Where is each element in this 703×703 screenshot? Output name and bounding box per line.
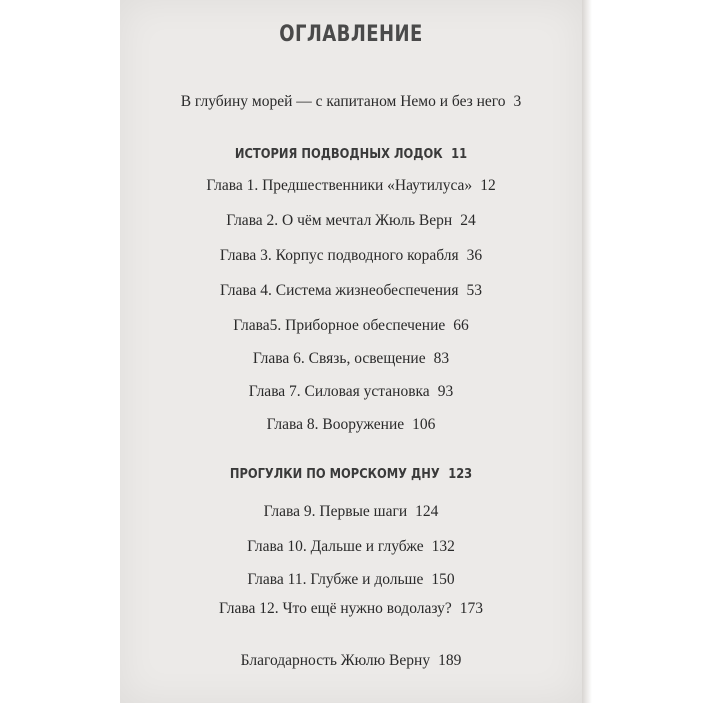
toc-entry bbox=[120, 246, 582, 266]
toc-entry-intro bbox=[120, 92, 582, 112]
toc-entry bbox=[120, 316, 582, 336]
entry-label: В глубину морей — с капитаном Немо и без него bbox=[180, 93, 506, 110]
entry-label: Глава 8. Вооружение bbox=[266, 416, 405, 433]
toc-entry bbox=[120, 176, 582, 196]
entry-label: Глава 10. Дальше и глубже bbox=[247, 538, 424, 555]
entry-page: 106 bbox=[412, 416, 436, 433]
toc-heading: ОГЛАВЛЕНИЕ bbox=[279, 22, 423, 47]
entry-page: 36 bbox=[466, 247, 483, 264]
entry-page: 132 bbox=[431, 538, 455, 555]
entry-label: Глава 1. Предшественники «Наутилуса» bbox=[206, 177, 473, 194]
toc-entry bbox=[120, 349, 582, 369]
toc-entry bbox=[120, 537, 582, 557]
entry-page: 93 bbox=[437, 383, 454, 400]
bleed-through-text bbox=[320, 62, 520, 92]
entry-label: Глава 11. Глубже и дольше bbox=[247, 571, 424, 588]
section-title: ПРОГУЛКИ ПО МОРСКОМУ ДНУ bbox=[229, 466, 440, 482]
toc-entry-closing bbox=[120, 651, 582, 671]
section-heading-1 bbox=[155, 146, 548, 162]
entry-page: 189 bbox=[438, 652, 462, 669]
entry-page: 173 bbox=[459, 600, 484, 617]
entry-label: Глава5. Приборное обеспечение bbox=[233, 317, 446, 334]
toc-entry bbox=[120, 502, 582, 522]
entry-page: 66 bbox=[453, 317, 469, 334]
entry-page: 24 bbox=[460, 212, 476, 229]
entry-page: 12 bbox=[480, 177, 496, 194]
entry-page: 83 bbox=[433, 350, 450, 367]
entry-label: Глава 4. Система жизнеобеспечения bbox=[220, 282, 459, 299]
toc-entry bbox=[120, 599, 582, 619]
page-edge bbox=[582, 0, 592, 703]
entry-page: 3 bbox=[513, 93, 522, 110]
entry-page: 53 bbox=[466, 282, 482, 299]
entry-page: 124 bbox=[415, 503, 439, 520]
entry-label: Глава 2. О чём мечтал Жюль Верн bbox=[226, 212, 453, 229]
entry-label: Глава 6. Связь, освещение bbox=[252, 350, 426, 367]
toc-entry bbox=[120, 211, 582, 231]
toc-entry bbox=[120, 570, 582, 590]
entry-label: Глава 12. Что ещё нужно водолазу? bbox=[218, 600, 452, 617]
entry-page: 150 bbox=[431, 571, 455, 588]
toc-entry bbox=[120, 382, 582, 402]
section-page: 123 bbox=[448, 466, 473, 482]
toc-entry bbox=[120, 281, 582, 301]
toc-entry bbox=[120, 415, 582, 435]
entry-label: Глава 9. Первые шаги bbox=[263, 503, 408, 520]
section-page: 11 bbox=[451, 146, 468, 162]
entry-label: Глава 7. Силовая установка bbox=[248, 383, 430, 400]
section-heading-2 bbox=[155, 466, 548, 482]
entry-label: Глава 3. Корпус подводного корабля bbox=[219, 247, 459, 264]
section-title: ИСТОРИЯ ПОДВОДНЫХ ЛОДОК bbox=[234, 146, 443, 162]
entry-label: Благодарность Жюлю Верну bbox=[240, 652, 431, 669]
